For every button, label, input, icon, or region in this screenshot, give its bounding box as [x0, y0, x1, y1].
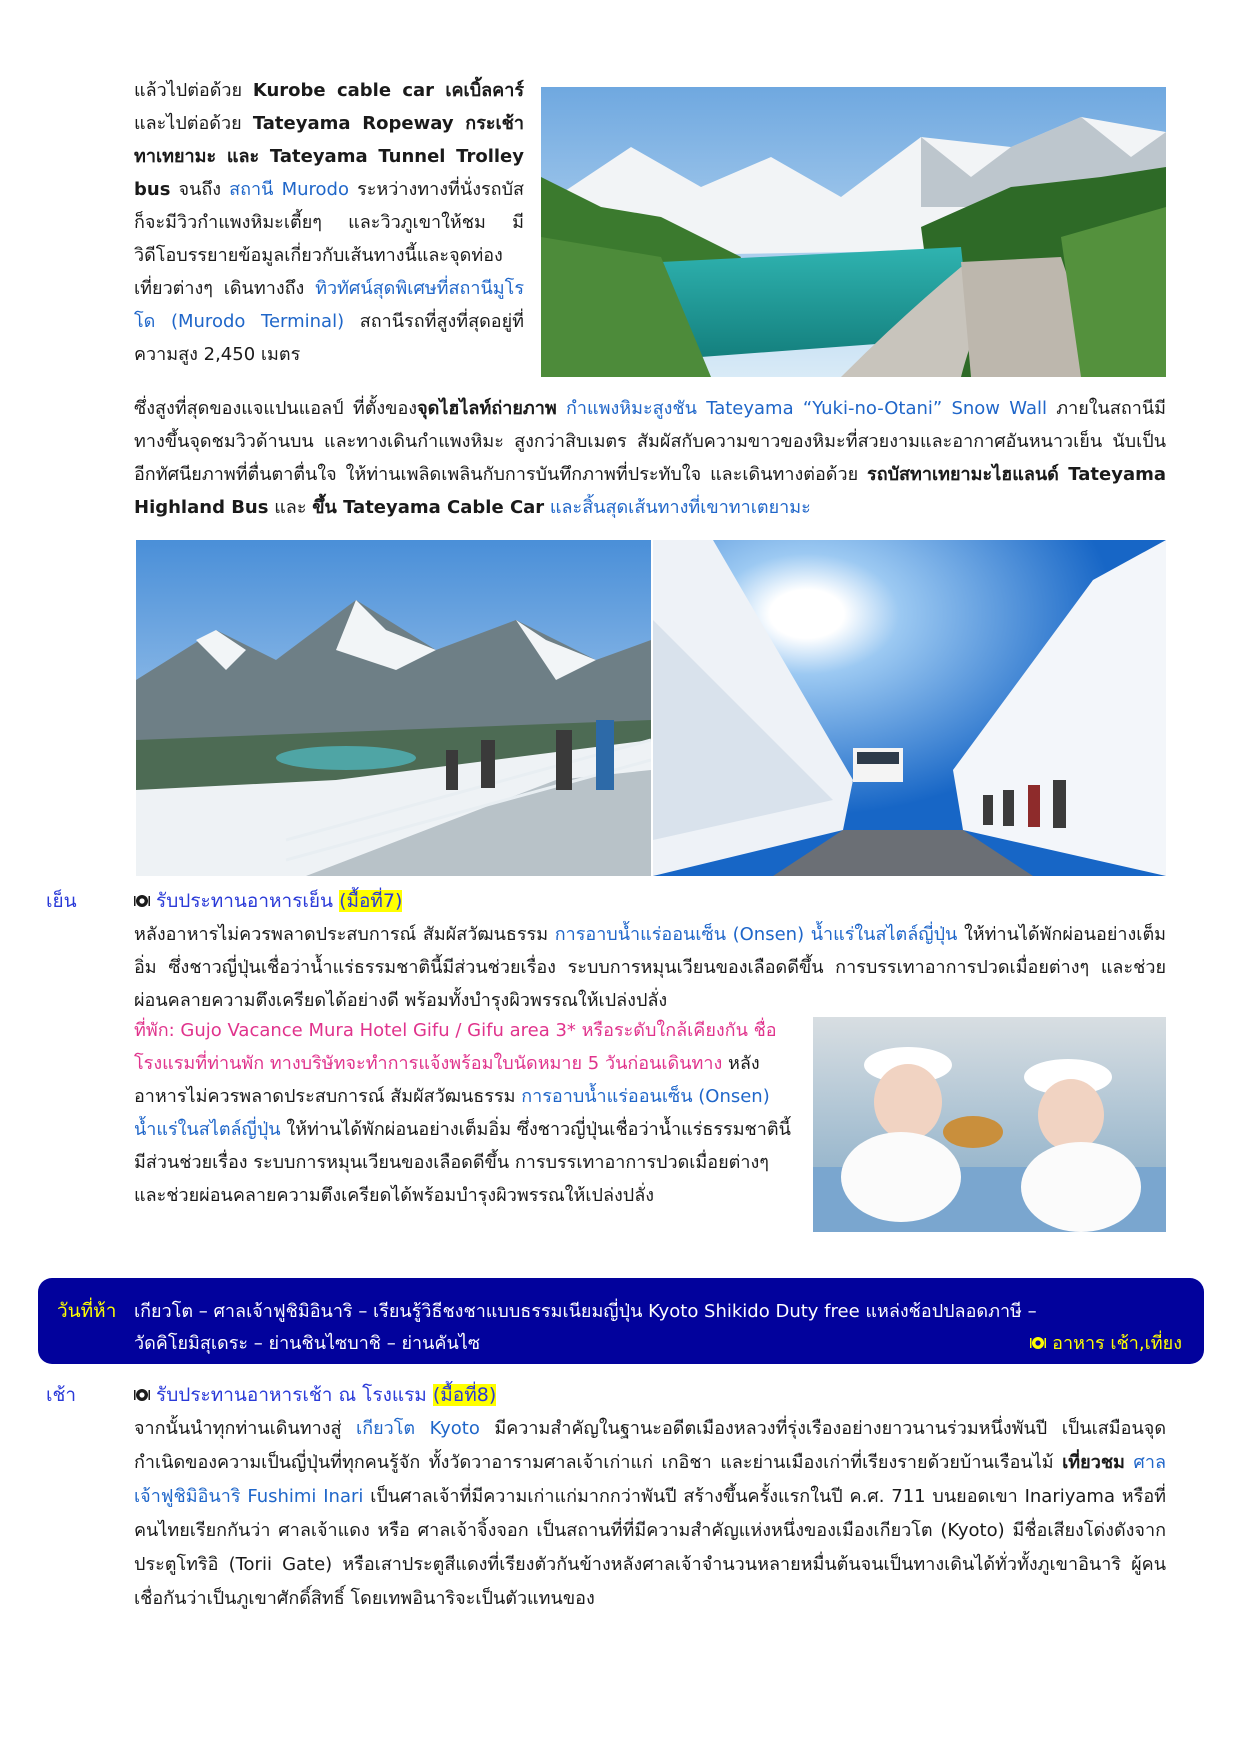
kyoto-text-6: เป็นศาลเจ้าที่มีความเก่าแก่มากกว่าพันปี สร้างขึ้นครั้งแรกในปี ค.ศ. 711 บนยอดเขา Inariyama หรือที่คนไทยเรียกกันว่า ศาลเจ้าแดง หรือ ศาลเจ้าจิ้งจอก เป็นสถานที่ที่มีความสำคัญแห่งหนึ่งของเมืองเกียวโต (Kyoto) มีชื่อเสียงโด่งดังจากประตูโทริอิ (Torii Gate) หรือเสาประตูสีแดงที่เรียงตัวกันข้างหลังศาลเจ้าจำนวนหลายหมื่นต้นจนเป็นทางเดินได้ทั่วทั้งภูเขาอินาริ ผู้คนเชื่อกันว่าเป็นภูเขาศักดิ์สิทธิ์ โดยเทพอินาริจะเป็นตัวแทนของ	[134, 1486, 1167, 1609]
highlight-photo-spot: จุดไฮไลท์ถ่ายภาพ	[417, 398, 557, 419]
mountain-deck-photo	[136, 540, 651, 876]
day5-banner	[38, 1278, 1204, 1364]
murodo-terminal: ทิวทัศน์สุดพิเศษที่สถานีมูโรโด (Murodo Terminal)	[134, 278, 524, 332]
bowl-icon	[134, 891, 150, 905]
full-text-1: ซึ่งสูงที่สุดของแจแปนแอลป์ ที่ตั้งของ	[134, 398, 418, 419]
breakfast-title	[134, 1380, 496, 1410]
route-end: และสิ้นสุดเส้นทางที่เขาทาเตยามะ	[544, 497, 811, 518]
kyoto-paragraph	[134, 1412, 1166, 1616]
breakfast-title-text: รับประทานอาหารเช้า ณ โรงแรม	[156, 1384, 433, 1406]
dinner-text-a: หลังอาหารไม่ควรพลาดประสบการณ์ สัมผัสวัฒนธรรม	[134, 924, 555, 945]
hotel-text-b: หลังอาหารไม่ควรพลาดประสบการณ์ สัมผัสวัฒนธรรม	[134, 1053, 760, 1107]
day5-meals	[1030, 1328, 1182, 1357]
kyoto-link: เกียวโต Kyoto	[356, 1418, 480, 1439]
onsen-link-2: การอาบน้ำแร่ออนเซ็น (Onsen) น้ำแร่ในสไตล์ญี่ปุ่น	[134, 1086, 770, 1140]
morning-label: เช้า	[46, 1384, 77, 1406]
kyoto-text-3: มีความสำคัญในฐานะอดีตเมืองหลวงที่รุ่งเรืองอย่างยาวนานร่วมหนึ่งพันปี เป็นเสมือนจุดกำเนิดของความเป็นญี่ปุ่นที่ทุกคนรู้จัก ทั้งวัดวาอารามศาลเจ้าเก่าแก่ เกอิชา และย่านเมืองเก่าที่เรียงรายด้วยบ้านเรือนไม้	[134, 1418, 1167, 1473]
full-text-6: และ	[268, 497, 313, 518]
day5-route-line1: เกียวโต – ศาลเจ้าฟูชิมิอินาริ – เรียนรู้วิธีชงชาแบบธรรมเนียมญี่ปุ่น Kyoto Shikido Duty free แหล่งช้อปปลอดภาษี –	[134, 1301, 1037, 1322]
intro-text-7: ระหว่างทางที่นั่งรถบัสก็จะมีวิวกำแพงหิมะเตี้ยๆ และวิวภูเขาให้ชม มีวิดีโอบรรยายข้อมูลเกี่ยวกับเส้นทางนี้และจุดท่องเที่ยวต่างๆ เดินทางถึง	[134, 179, 524, 299]
intro-text-1: แล้วไปต่อด้วย	[134, 80, 253, 101]
fushimi-inari-link: ศาลเจ้าฟูชิมิอินาริ Fushimi Inari	[134, 1452, 1166, 1507]
intro-paragraph-wide	[134, 392, 1166, 524]
onsen-link: การอาบน้ำแร่ออนเซ็น (Onsen) น้ำแร่ในสไตล์ญี่ปุ่น	[554, 924, 958, 945]
visit-label: เที่ยวชม	[1062, 1452, 1125, 1473]
kyoto-text-1: จากนั้นนำทุกท่านเดินทางสู่	[134, 1418, 357, 1439]
day5-label: วันที่ห้า	[57, 1300, 117, 1322]
dinner-paragraph	[134, 918, 1166, 1017]
hotel-info: ที่พัก: Gujo Vacance Mura Hotel Gifu / Gifu area 3* หรือระดับใกล้เคียงกัน ชื่อโรงแรมที่ท่านพัก ทางบริษัทจะทำการแจ้งพร้อมใบนัดหมาย 5 วันก่อนเดินทาง	[134, 1020, 777, 1074]
intro-text-9: สถานีรถที่สูงที่สุดอยู่ที่ความสูง 2,450 เมตร	[134, 311, 524, 365]
bowl-icon	[134, 1385, 150, 1399]
murodo-station: สถานี Murodo	[229, 179, 349, 200]
kurobe-dam-photo	[541, 87, 1166, 377]
full-text-4: ภายในสถานีมีทางขึ้นจุดชมวิวด้านบน และทางเดินกำแพงหิมะ สูงกว่าสิบเมตร สัมผัสกับความขาวของหิมะที่สวยงามและอากาศอันหนาวเย็น นับเป็นอีกทัศนียภาพที่ตื่นตาตื่นใจ ให้ท่านเพลิดเพลินกับการบันทึกภาพที่ประทับใจ และเดินทางต่อด้วย	[134, 398, 1167, 485]
dinner-title	[134, 886, 402, 916]
dinner-label: เย็น	[46, 890, 77, 912]
bowl-icon	[1030, 1334, 1046, 1348]
dinner-title-text: รับประทานอาหารเย็น	[156, 890, 340, 912]
hotel-text-d: ให้ท่านได้พักผ่อนอย่างเต็มอิ่ม ซึ่งชาวญี่ปุ่นเชื่อว่าน้ำแร่ธรรมชาตินี้มีส่วนช่วยเรื่อง ระบบการหมุนเวียนของเลือดดีขึ้น การบรรเทาอาการปวดเมื่อยต่างๆ และช่วยผ่อนคลายความตึงเครียดได้พร้อมบำรุงผิวพรรณให้เปล่งปลั่ง	[134, 1119, 791, 1206]
dinner-meal-number: (มื้อที่7)	[339, 890, 403, 912]
breakfast-meal-number: (มื้อที่8)	[432, 1384, 497, 1406]
intro-text-3: และไปต่อด้วย	[134, 113, 253, 134]
onsen-photo	[813, 1017, 1166, 1232]
intro-text-5: จนถึง	[170, 179, 230, 200]
highland-bus: รถบัสทาเทยามะไฮแลนด์ Tateyama Highland Bus	[134, 464, 1166, 518]
hotel-paragraph	[134, 1014, 796, 1212]
snow-wall-photo	[653, 540, 1166, 876]
dinner-text-c: ให้ท่านได้พักผ่อนอย่างเต็มอิ่ม ซึ่งชาวญี่ปุ่นเชื่อว่าน้ำแร่ธรรมชาตินี้มีส่วนช่วยเรื่อง ระบบการหมุนเวียนของเลือดดีขึ้น การบรรเทาอาการปวดเมื่อยต่างๆ และช่วยผ่อนคลายความตึงเครียดได้อย่างดี พร้อมทั้งบำรุงผิวพรรณให้เปล่งปลั่ง	[134, 924, 1167, 1011]
snow-wall-name: กำแพงหิมะสูงชัน Tateyama “Yuki-no-Otani” Snow Wall	[556, 398, 1047, 419]
intro-paragraph-narrow	[134, 74, 524, 404]
day5-meals-text: อาหาร เช้า,เที่ยง	[1052, 1333, 1182, 1354]
day5-route-line2: วัดคิโยมิสุเดระ – ย่านชินไซบาชิ – ย่านคันไซ	[134, 1333, 481, 1354]
cable-car: ขึ้น Tateyama Cable Car	[312, 497, 545, 518]
kurobe-cable-car: Kurobe cable car เคเบิ้ลคาร์	[252, 80, 524, 101]
tateyama-ropeway: Tateyama Ropeway กระเช้าทาเทยามะ และ Tateyama Tunnel Trolley bus	[134, 113, 524, 200]
